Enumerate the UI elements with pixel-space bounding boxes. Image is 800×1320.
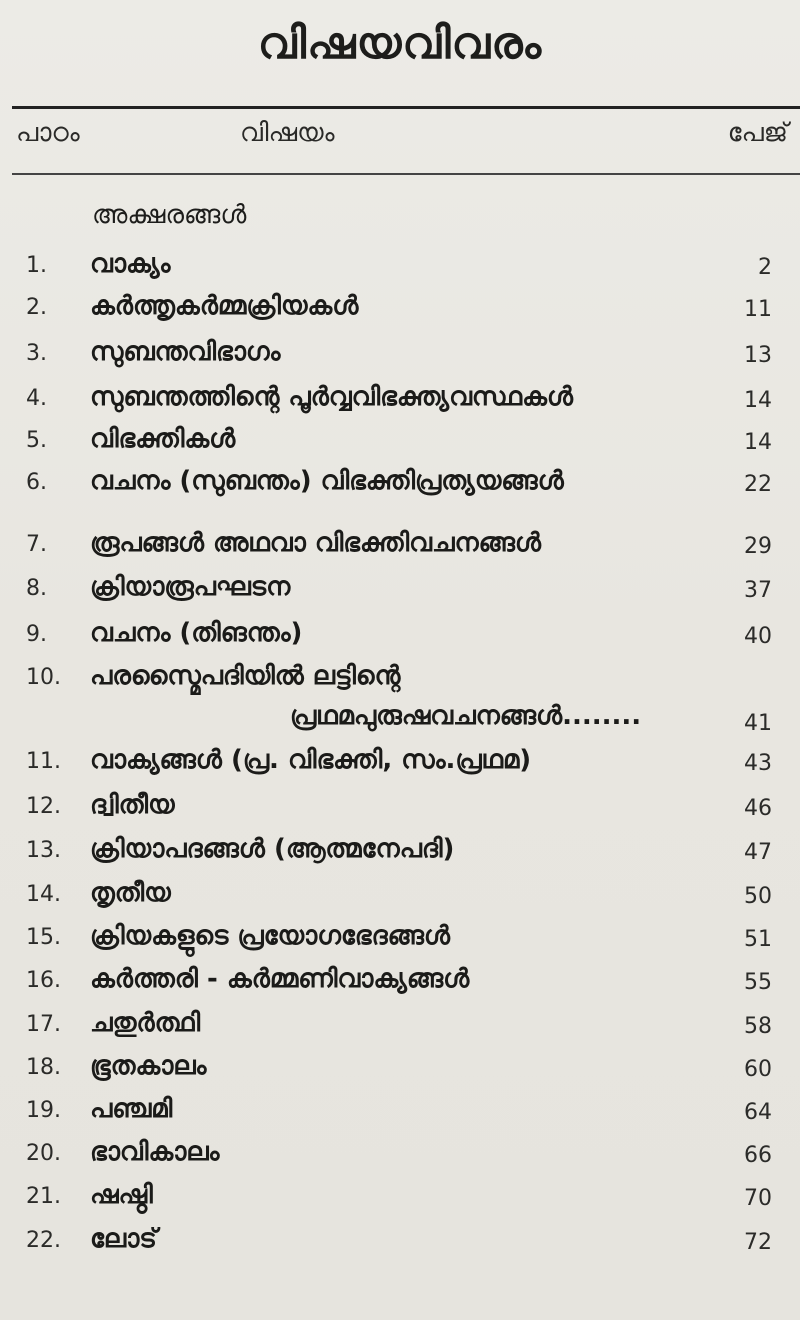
- entry-page: 64: [744, 1100, 772, 1125]
- toc-entry-16: [0, 960, 800, 1000]
- entry-page: 58: [744, 1014, 772, 1039]
- column-header-subject: വിഷയം: [240, 118, 335, 148]
- entry-number: 12.: [26, 794, 61, 819]
- toc-entry-7: [0, 524, 800, 564]
- toc-entry-11: [0, 741, 800, 781]
- entry-title: വാക്യം: [90, 249, 171, 279]
- entry-page: 13: [744, 343, 772, 368]
- toc-entry-9: [0, 614, 800, 654]
- entry-page: 29: [744, 534, 772, 559]
- entry-number: 16.: [26, 968, 61, 993]
- toc-entry-13: [0, 830, 800, 870]
- entry-page: 51: [744, 927, 772, 952]
- entry-page: 50: [744, 884, 772, 909]
- entry-page: 14: [744, 388, 772, 413]
- entry-number: 19.: [26, 1098, 61, 1123]
- entry-title: വാക്യങ്ങൾ (പ്ര. വിഭക്തി, സം.പ്രഥമ): [90, 745, 532, 775]
- entry-number: 7.: [26, 532, 47, 557]
- entry-title: ദ്വിതീയ: [90, 790, 175, 820]
- entry-page: 60: [744, 1057, 772, 1082]
- entry-title: പഞ്ചമി: [90, 1094, 173, 1124]
- toc-entry-3: [0, 333, 800, 373]
- entry-number: 21.: [26, 1184, 61, 1209]
- entry-number: 4.: [26, 386, 47, 411]
- entry-title: പരസ്മൈപദിയിൽ ലട്ടിന്റെ: [90, 661, 401, 691]
- entry-page: 22: [744, 472, 772, 497]
- entry-page: 14: [744, 430, 772, 455]
- entry-title: ചതുർത്ഥി: [90, 1008, 201, 1038]
- entry-number: 17.: [26, 1012, 61, 1037]
- entry-title: ക്രിയാരൂപഘടന: [90, 572, 291, 602]
- column-header-page: പേജ്: [727, 118, 788, 148]
- toc-entry-6: [0, 462, 800, 502]
- entry-number: 3.: [26, 341, 47, 366]
- entry-number: 15.: [26, 925, 61, 950]
- entry-page: 41: [744, 711, 772, 736]
- entry-number: 13.: [26, 838, 61, 863]
- entry-page: 66: [744, 1143, 772, 1168]
- entry-page: 37: [744, 578, 772, 603]
- toc-entry-4: [0, 378, 800, 418]
- entry-title: വചനം (സുബന്തം) വിഭക്തിപ്രത്യയങ്ങൾ: [90, 466, 564, 496]
- toc-entry-2: [0, 287, 800, 327]
- toc-entry-21: [0, 1176, 800, 1216]
- toc-entry-8: [0, 568, 800, 608]
- entry-page: 55: [744, 970, 772, 995]
- entry-number: 14.: [26, 882, 61, 907]
- entry-number: 10.: [26, 665, 61, 690]
- toc-entry-17: [0, 1004, 800, 1044]
- entry-title: വചനം (തിങന്തം): [90, 618, 303, 648]
- toc-entry-18: [0, 1047, 800, 1087]
- entry-page: 40: [744, 624, 772, 649]
- header-bottom-rule: [12, 173, 800, 175]
- entry-number: 11.: [26, 749, 61, 774]
- entry-title: തൃതീയ: [90, 878, 171, 908]
- toc-entry-14: [0, 874, 800, 914]
- entry-number: 5.: [26, 428, 47, 453]
- entry-title: ക്രിയകളുടെ പ്രയോഗഭേദങ്ങൾ: [90, 921, 450, 951]
- entry-title: സുബന്തവിഭാഗം: [90, 337, 281, 367]
- entry-title: ലോട്: [90, 1224, 157, 1254]
- toc-entry-15: [0, 917, 800, 957]
- column-header-lesson: പാഠം: [16, 118, 80, 148]
- entry-title: സുബന്തത്തിന്റെ പൂർവ്വവിഭക്ത്യവസ്ഥകൾ: [90, 382, 573, 412]
- entry-number: 20.: [26, 1141, 61, 1166]
- header-top-rule: [12, 106, 800, 109]
- entry-title: ഷഷ്ഠി: [90, 1180, 153, 1210]
- toc-entry-19: [0, 1090, 800, 1130]
- entry-title: കർത്തൃകർമ്മക്രിയകൾ: [90, 291, 359, 321]
- entry-page: 11: [744, 297, 772, 322]
- entry-number: 18.: [26, 1055, 61, 1080]
- toc-entry-5: [0, 420, 800, 460]
- entry-page: 70: [744, 1186, 772, 1211]
- section-label: അക്ഷരങ്ങൾ: [92, 200, 247, 230]
- entry-number: 6.: [26, 470, 47, 495]
- entry-title: ക്രിയാപദങ്ങൾ (ആത്മനേപദി): [90, 834, 455, 864]
- page-title: വിഷയവിവരം: [257, 18, 543, 69]
- entry-title: രൂപങ്ങൾ അഥവാ വിഭക്തിവചനങ്ങൾ: [90, 528, 542, 558]
- toc-entry-20: [0, 1133, 800, 1173]
- entry-number: 22.: [26, 1228, 61, 1253]
- entry-number: 2.: [26, 295, 47, 320]
- entry-number: 1.: [26, 253, 47, 278]
- entry-page: 43: [744, 751, 772, 776]
- entry-title-continuation: പ്രഥമപുരുഷവചനങ്ങൾ........: [290, 701, 642, 731]
- toc-entry-1: [0, 245, 800, 285]
- entry-title: വിഭക്തികൾ: [90, 424, 236, 454]
- entry-page: 47: [744, 840, 772, 865]
- toc-entry-12: [0, 786, 800, 826]
- entry-number: 8.: [26, 576, 47, 601]
- entry-page: 46: [744, 796, 772, 821]
- entry-page: 2: [758, 255, 772, 280]
- entry-title: ഭൂതകാലം: [90, 1051, 207, 1081]
- toc-entry-22: [0, 1220, 800, 1260]
- entry-number: 9.: [26, 622, 47, 647]
- entry-page: 72: [744, 1230, 772, 1255]
- entry-title: കർത്തരി - കർമ്മണിവാക്യങ്ങൾ: [90, 964, 470, 994]
- toc-entry-10: [0, 657, 800, 736]
- entry-title: ഭാവികാലം: [90, 1137, 220, 1167]
